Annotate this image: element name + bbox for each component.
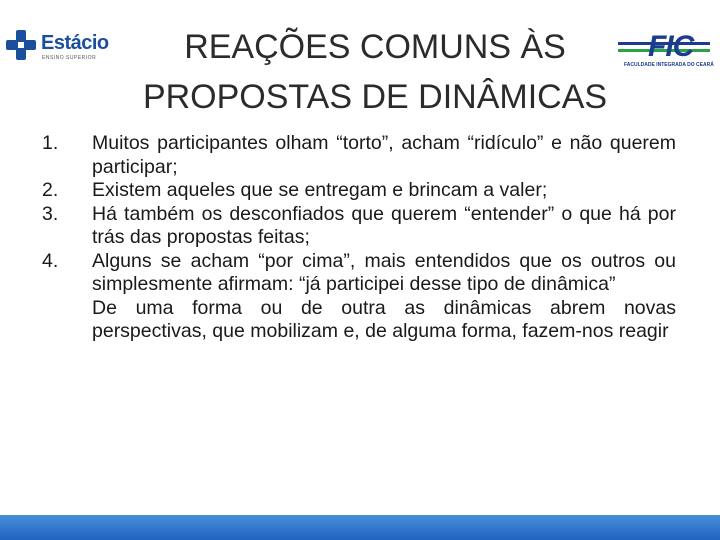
estacio-logo	[4, 28, 112, 62]
list-item	[36, 250, 676, 297]
list-item-number: 4.	[42, 249, 59, 272]
estacio-logo-tagline: ENSINO SUPERIOR	[42, 55, 97, 61]
fic-logo	[618, 30, 714, 72]
page-title	[115, 22, 635, 122]
list-item	[36, 179, 676, 203]
list-item-number: 1.	[42, 132, 59, 154]
title-line-2: PROPOSTAS DE DINÂMICAS	[142, 78, 608, 116]
title-line-1: REAÇÕES COMUNS ÀS	[184, 28, 566, 66]
list-item-text: Há também os desconfiados que querem “entender” o que há por trás das propostas feitas;	[92, 202, 676, 248]
list-item-text: Existem aqueles que se entregam e brincam a valer;	[92, 179, 548, 201]
list-item-text: Muitos participantes olham “torto”, acham “ridículo” e não querem participar;	[92, 132, 676, 178]
list-item-number: 3.	[42, 202, 59, 225]
fic-logo-name: FIC	[648, 30, 694, 63]
footer-bar	[0, 515, 720, 540]
list-item	[36, 203, 676, 250]
reactions-list	[36, 132, 676, 344]
closing-paragraph: De uma forma ou de outra as dinâmicas abrem novas perspectivas, que mobilizam e, de alguma forma, fazem-nos reagir	[92, 296, 676, 342]
list-item	[36, 132, 676, 179]
list-item-number: 2.	[42, 179, 59, 201]
list-item-text: Alguns se acham “por cima”, mais entendidos que os outros ou simplesmente afirmam: “já participei desse tipo de dinâmica”	[92, 249, 676, 295]
estacio-logo-name: Estácio	[41, 32, 109, 54]
fic-logo-tagline: FACULDADE INTEGRADA DO CEARÁ	[624, 62, 714, 68]
estacio-cross-icon	[4, 28, 38, 62]
